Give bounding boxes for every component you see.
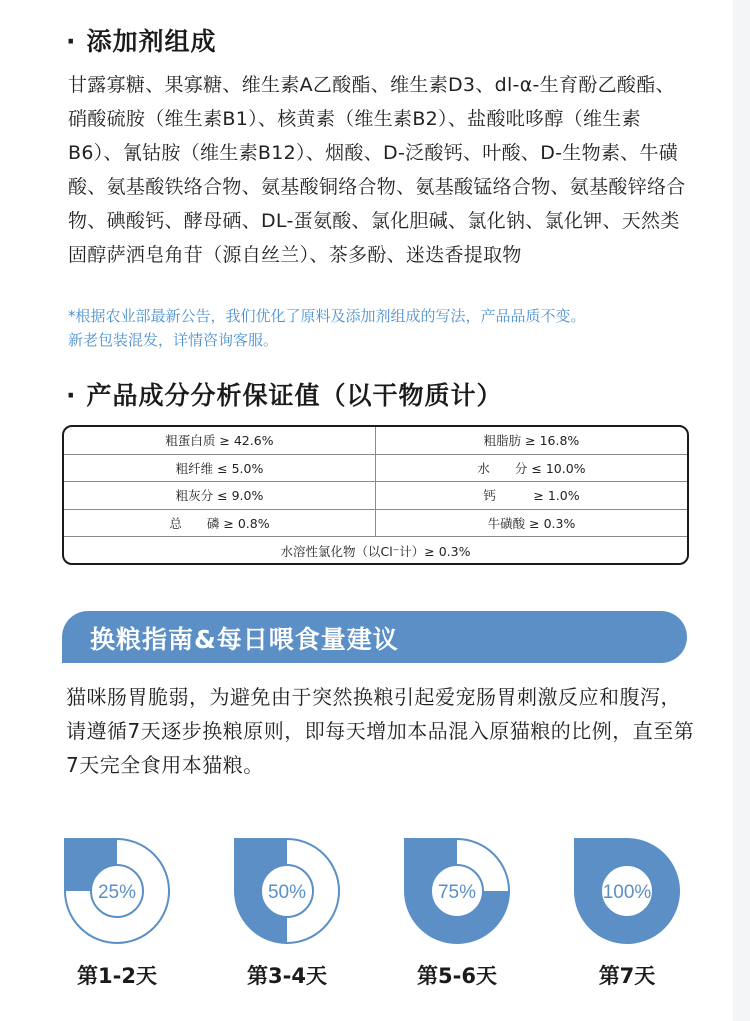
ring-percent-label: 25%	[97, 882, 137, 903]
table-cell: 粗蛋白质 ≥ 42.6%	[165, 433, 274, 449]
note-line-1: *根据农业部最新公告，我们优化了原料及添加剂组成的写法，产品品质不变。	[68, 307, 586, 325]
table-row	[64, 427, 687, 455]
progress-ring-icon	[64, 838, 170, 944]
table-cell: 粗灰分 ≤ 9.0%	[175, 488, 264, 504]
table-row	[64, 510, 687, 538]
analysis-title: 产品成分分析保证值（以干物质计）	[86, 381, 503, 410]
additives-heading	[66, 22, 217, 58]
table-cell: 粗脂肪 ≥ 16.8%	[375, 427, 687, 454]
analysis-table	[62, 425, 689, 565]
progress-ring-icon	[234, 838, 340, 944]
guide-text: 猫咪肠胃脆弱，为避免由于突然换粮引起爱宠肠胃刺激反应和腹泻，请遵循7天逐步换粮原则，即每天增加本品混入原猫粮的比例，直至第7天完全食用本猫粮。	[66, 685, 695, 777]
day-progress-3	[402, 838, 512, 990]
note-line-2: 新老包装混发，详情咨询客服。	[68, 331, 279, 349]
day-progress-1	[62, 838, 172, 990]
ring-percent-label: 50%	[267, 882, 307, 903]
ring-percent-label: 75%	[437, 882, 477, 903]
table-row	[64, 455, 687, 483]
right-edge-strip	[733, 0, 750, 1021]
additives-list: 甘露寡糖、果寡糖、维生素A乙酸酯、维生素D3、dl-α-生育酚乙酸酯、硝酸硫胺（维生素B1）、核黄素（维生素B2）、盐酸吡哆醇（维生素B6）、氰钴胺（维生素B12）、烟酸、D-泛酸钙、叶酸、D-生物素、牛磺酸、氨基酸铁络合物、氨基酸铜络合物、氨基酸锰络合物、氨基酸锌络合物、碘酸钙、酵母硒、DL-蛋氨酸、氯化胆碱、氯化钠、氯化钾、天然类固醇萨洒皂角苷（源自丝兰）、茶多酚、迷迭香提取物	[68, 74, 686, 266]
heading-bullet: ·	[66, 27, 77, 56]
day-label: 第7天	[598, 964, 656, 988]
day-label: 第3-4天	[247, 964, 327, 988]
packaging-note	[68, 304, 688, 352]
table-cell: 总 磷 ≥ 0.8%	[169, 515, 270, 531]
day-progress-2	[232, 838, 342, 990]
day-label: 第5-6天	[417, 964, 497, 988]
table-cell: 牛磺酸 ≥ 0.3%	[375, 510, 687, 537]
table-cell: 钙 ≥ 1.0%	[375, 482, 687, 509]
day-progress-4	[572, 838, 682, 990]
day-label: 第1-2天	[77, 964, 157, 988]
table-cell: 水 分 ≤ 10.0%	[375, 455, 687, 482]
table-cell: 水溶性氯化物（以Cl⁻计）≥ 0.3%	[280, 543, 471, 559]
guide-banner-title: 换粮指南&每日喂食量建议	[90, 625, 399, 654]
additives-title: 添加剂组成	[86, 27, 217, 56]
analysis-heading	[66, 376, 503, 412]
progress-ring-icon	[574, 838, 680, 944]
guide-banner	[62, 611, 687, 663]
table-row	[64, 537, 687, 564]
heading-bullet: ·	[66, 381, 77, 410]
progress-ring-icon	[404, 838, 510, 944]
table-row	[64, 482, 687, 510]
ring-percent-label: 100%	[602, 882, 652, 903]
table-cell: 粗纤维 ≤ 5.0%	[175, 460, 264, 476]
